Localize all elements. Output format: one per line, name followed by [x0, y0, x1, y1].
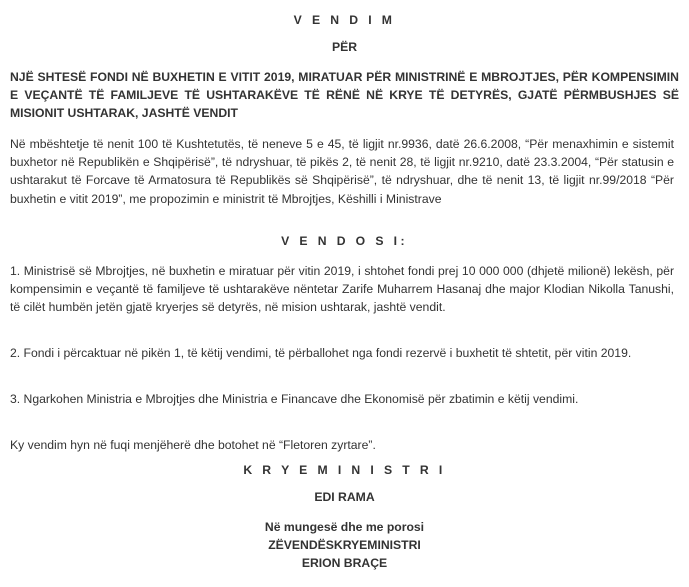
point-3-paragraph: 3. Ngarkohen Ministria e Mbrojtjes dhe Ministria e Financave dhe Ekonomisë për zbatimin e këtij vendimi. — [10, 392, 579, 406]
document-heading: NJË SHTESË FONDI NË BUXHETIN E VITIT 2019, MIRATUAR PËR MINISTRINË E MBROJTJES, PËR KOMPENSIMIN E VEÇANTË TË FAMILJEVE TË USHTARAKËVE TË RËNË NË KRYE TË DETYRËS, GJATË PËRMBUSHJES SË MISIONIT USHTARAK, JASHTË VENDIT — [10, 70, 679, 120]
point-2-paragraph: 2. Fondi i përcaktuar në pikën 1, të këtij vendimi, të përballohet nga fondi rezervë i buxhetit të shtetit, për vitin 2019. — [10, 346, 632, 360]
document-title: V E N D I M — [293, 13, 396, 27]
preamble-paragraph: Në mbështetje të nenit 100 të Kushtetutës, të neneve 5 e 45, të ligjit nr.9936, datë 26.6.2008, “Për menaxhimin e sistemit buxhetor në Republikën e Shqipërisë”, të ndryshuar, të pikës 2, të nenit 28, të ligjit nr.9210, datë 23.3.2004, “Për statusin e ushtarakut të Forcave të Armatosura të Republikës së Shqipërisë”, të ndryshuar, dhe të nenit 13, të ligjit nr.99/2018 “Për buxhetin e vitit 2019”, me propozimin e ministrit të Mbrojtjes, Këshilli i Ministrave — [10, 137, 674, 206]
entry-into-force-paragraph: Ky vendim hyn në fuqi menjëherë dhe botohet në “Fletoren zyrtare”. — [10, 438, 376, 452]
document-per: PËR — [331, 40, 358, 54]
signature-title: K R Y E M I N I S T R I — [243, 463, 446, 477]
deputy-signature-block — [0, 518, 689, 572]
signature-name: EDI RAMA — [314, 490, 375, 504]
absence-note: Në mungesë dhe me porosi — [264, 520, 425, 534]
vendosi-heading: V E N D O S I: — [281, 234, 408, 248]
deputy-title: ZËVENDËSKRYEMINISTRI — [268, 538, 421, 552]
deputy-name: ERION BRAÇE — [301, 556, 388, 570]
point-1-paragraph: 1. Ministrisë së Mbrojtjes, në buxhetin e miratuar për vitin 2019, i shtohet fondi prej 10 000 000 (dhjetë milionë) lekësh, për kompensimin e veçantë të familjeve të ushtarakëve nëntetar Zarife Muharrem Hasanaj dhe major Klodian Nikolla Tanushi, të cilët humbën jetën gjatë kryerjes së detyrës, në mision ushtarak, jashtë vendit. — [10, 264, 674, 315]
